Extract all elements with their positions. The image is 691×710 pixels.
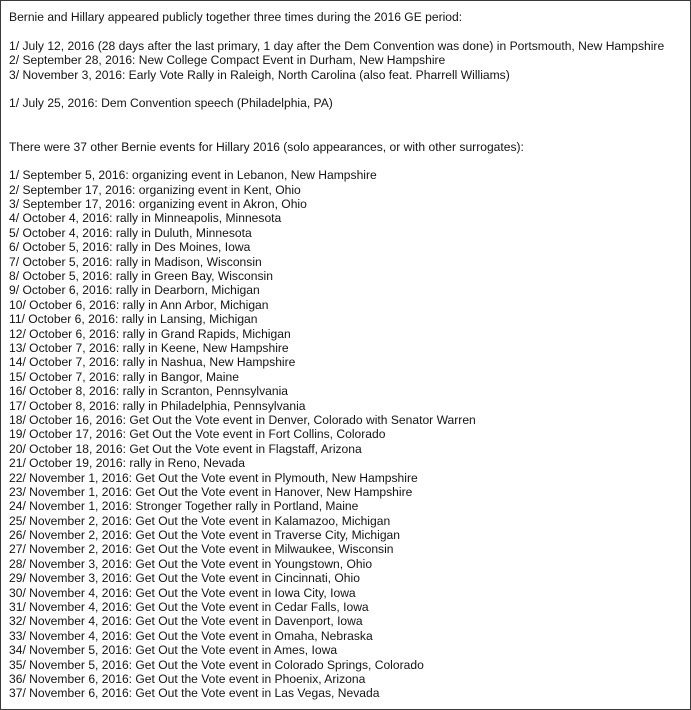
other-event-item: 27/ November 2, 2016: Get Out the Vote event in Milwaukee, Wisconsin	[9, 542, 394, 557]
joint-event-item: 1/ July 12, 2016 (28 days after the last primary, 1 day after the Dem Convention was done) in Portsmouth, New Hampshire	[9, 38, 665, 53]
other-event-item: 24/ November 1, 2016: Stronger Together rally in Portland, Maine	[9, 499, 359, 514]
other-event-item: 8/ October 5, 2016: rally in Green Bay, Wisconsin	[9, 269, 273, 284]
other-event-item: 15/ October 7, 2016: rally in Bangor, Maine	[9, 369, 239, 384]
other-event-item: 22/ November 1, 2016: Get Out the Vote event in Plymouth, New Hampshire	[9, 470, 418, 485]
joint-events-list	[9, 39, 684, 82]
other-event-item: 20/ October 18, 2016: Get Out the Vote event in Flagstaff, Arizona	[9, 441, 362, 456]
other-event-item: 30/ November 4, 2016: Get Out the Vote event in Iowa City, Iowa	[9, 585, 356, 600]
other-event-item: 11/ October 6, 2016: rally in Lansing, Michigan	[9, 312, 258, 327]
other-event-item: 1/ September 5, 2016: organizing event in Lebanon, New Hampshire	[9, 168, 377, 183]
intro-text: Bernie and Hillary appeared publicly together three times during the 2016 GE period:	[9, 10, 463, 24]
other-event-item: 14/ October 7, 2016: rally in Nashua, New Hampshire	[9, 355, 296, 370]
document-body	[9, 10, 684, 701]
spacer	[9, 111, 684, 140]
other-event-item: 26/ November 2, 2016: Get Out the Vote event in Traverse City, Michigan	[9, 528, 401, 543]
other-event-item: 6/ October 5, 2016: rally in Des Moines, Iowa	[9, 240, 251, 255]
other-event-item: 29/ November 3, 2016: Get Out the Vote event in Cincinnati, Ohio	[9, 571, 360, 586]
other-event-item: 3/ September 17, 2016: organizing event in Akron, Ohio	[9, 197, 307, 212]
other-event-item: 19/ October 17, 2016: Get Out the Vote event in Fort Collins, Colorado	[9, 427, 386, 442]
other-event-item: 21/ October 19, 2016: rally in Reno, Nevada	[9, 456, 245, 471]
other-event-item: 16/ October 8, 2016: rally in Scranton, Pennsylvania	[9, 384, 288, 399]
other-event-item: 31/ November 4, 2016: Get Out the Vote event in Cedar Falls, Iowa	[9, 600, 369, 615]
spacer	[9, 24, 684, 38]
other-event-item: 25/ November 2, 2016: Get Out the Vote event in Kalamazoo, Michigan	[9, 513, 391, 528]
other-event-item: 36/ November 6, 2016: Get Out the Vote event in Phoenix, Arizona	[9, 671, 366, 686]
other-event-item: 33/ November 4, 2016: Get Out the Vote event in Omaha, Nebraska	[9, 628, 373, 643]
other-events-intro: There were 37 other Bernie events for Hillary 2016 (solo appearances, or with other surrogates):	[9, 139, 524, 154]
other-event-item: 18/ October 16, 2016: Get Out the Vote event in Denver, Colorado with Senator Warren	[9, 412, 476, 427]
other-event-item: 34/ November 5, 2016: Get Out the Vote event in Ames, Iowa	[9, 643, 338, 658]
other-event-item: 4/ October 4, 2016: rally in Minneapolis, Minnesota	[9, 211, 282, 226]
other-event-item: 37/ November 6, 2016: Get Out the Vote event in Las Vegas, Nevada	[9, 686, 380, 701]
joint-event-item: 3/ November 3, 2016: Early Vote Rally in Raleigh, North Carolina (also feat. Pharrell Williams)	[9, 67, 510, 82]
other-event-item: 32/ November 4, 2016: Get Out the Vote event in Davenport, Iowa	[9, 614, 363, 629]
other-event-item: 7/ October 5, 2016: rally in Madison, Wisconsin	[9, 254, 262, 269]
other-event-item: 9/ October 6, 2016: rally in Dearborn, Michigan	[9, 283, 260, 298]
other-event-item: 10/ October 6, 2016: rally in Ann Arbor, Michigan	[9, 297, 269, 312]
other-event-item: 17/ October 8, 2016: rally in Philadelphia, Pennsylvania	[9, 398, 306, 413]
other-event-item: 23/ November 1, 2016: Get Out the Vote event in Hanover, New Hampshire	[9, 484, 413, 499]
spacer	[9, 82, 684, 96]
other-event-item: 2/ September 17, 2016: organizing event in Kent, Ohio	[9, 182, 301, 197]
other-events-list	[9, 168, 684, 700]
other-event-item: 28/ November 3, 2016: Get Out the Vote event in Youngstown, Ohio	[9, 556, 373, 571]
other-event-item: 12/ October 6, 2016: rally in Grand Rapids, Michigan	[9, 326, 291, 341]
spacer	[9, 154, 684, 168]
other-event-item: 35/ November 5, 2016: Get Out the Vote event in Colorado Springs, Colorado	[9, 657, 424, 672]
convention-text: 1/ July 25, 2016: Dem Convention speech (Philadelphia, PA)	[9, 96, 333, 111]
other-event-item: 13/ October 7, 2016: rally in Keene, New Hampshire	[9, 341, 289, 355]
joint-event-item: 2/ September 28, 2016: New College Compact Event in Durham, New Hampshire	[9, 53, 446, 68]
other-event-item: 5/ October 4, 2016: rally in Duluth, Minnesota	[9, 225, 252, 240]
